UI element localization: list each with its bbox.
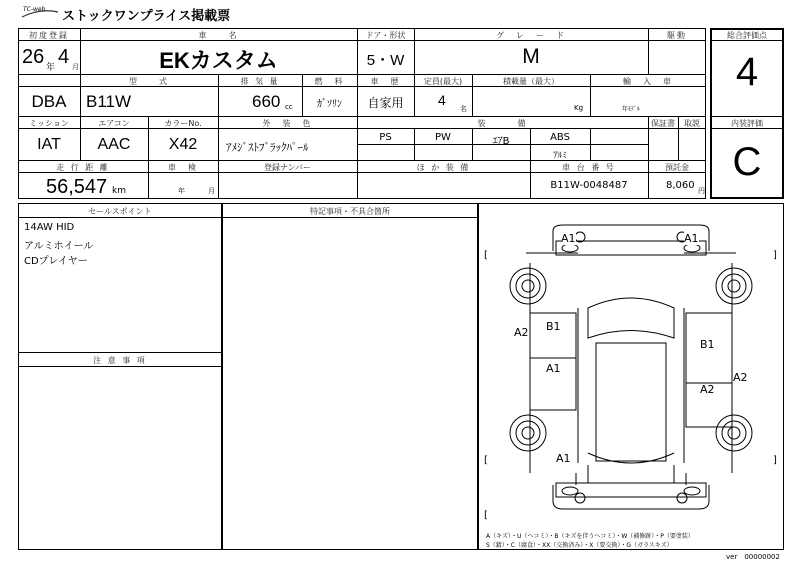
logo (20, 5, 60, 19)
chassis-no-label: 車 台 番 号 (562, 163, 616, 172)
inspection-month: 月 (208, 187, 215, 195)
reg-month-unit: 月 (72, 63, 79, 71)
displacement-value: 660 (252, 92, 281, 111)
damage-mark: B1 (546, 320, 561, 333)
bracket: ] (773, 455, 777, 466)
reg-number-label: 登録ナンバー (263, 163, 312, 172)
door-shape-label: ドア・形状 (365, 31, 406, 40)
interior-eval-label: 内装評価 (731, 119, 763, 128)
grade-value: M (522, 45, 540, 68)
damage-mark: A2 (514, 326, 529, 339)
bracket: [ (484, 510, 488, 521)
damage-mark: A1 (684, 232, 699, 245)
import-label: 輸 入 車 (623, 77, 673, 86)
model-prefix: DBA (31, 92, 67, 111)
equipment-item: ABS (550, 132, 570, 143)
model-code: B11W (86, 92, 132, 111)
damage-mark: A2 (733, 371, 748, 384)
bracket: ] (773, 250, 777, 261)
legend-line-1: A（キズ）・U（ヘコミ）・B（キズを伴うヘコミ）・W（補修跡）・P（要塗装） (486, 533, 694, 540)
total-eval-label: 総合評価点 (727, 31, 767, 40)
page-title: ストックワンプライス掲載票 (62, 9, 231, 24)
damage-mark: A2 (700, 383, 715, 396)
model-label: 型 式 (129, 77, 169, 86)
aircon-value: AAC (97, 136, 131, 153)
equipment-item: ｴｱB (492, 136, 510, 147)
notes-label: 特記事項・不具合箇所 (310, 207, 390, 216)
mileage-label: 走 行 距 離 (56, 163, 110, 172)
fuel-label: 燃 料 (314, 77, 345, 86)
capacity-value: 4 (438, 92, 446, 108)
mileage-value: 56,547 (46, 176, 108, 198)
equipment-label: 装 備 (477, 119, 528, 128)
sales-points-label: セールスポイント (88, 207, 152, 216)
grade-label: グ レ ー ド (496, 31, 566, 40)
legend-line-2: S（錆）・C（腐食）・XX（交換済み）・X（要交換）・G（ガラスキズ） (486, 542, 673, 549)
load-label: 積載量（最大） (503, 77, 559, 86)
caution-label: 注 意 事 項 (93, 356, 147, 365)
displacement-unit: cc (285, 103, 293, 111)
exterior-color-value: ｱﾒｼﾞｽﾄﾌﾞﾗｯｸﾊﾟｰﾙ (226, 141, 309, 154)
history-label: 車 歴 (370, 77, 401, 86)
sales-point-item: CDプレイヤー (24, 256, 88, 267)
deposit-label: 預託金 (665, 163, 689, 172)
displacement-label: 排 気 量 (240, 77, 280, 86)
chassis-no-value: B11W-0048487 (550, 180, 628, 191)
sales-point-item: 14AW HID (24, 222, 75, 233)
version: ver 00000002 (726, 553, 780, 561)
inspection-year: 年 (178, 187, 185, 195)
color-no-label: カラーNo. (164, 119, 202, 128)
reg-year: 26 (22, 46, 45, 68)
exterior-color-label: 外 装 色 (262, 119, 313, 128)
reg-year-unit: 年 (46, 63, 56, 73)
mileage-unit: km (112, 186, 126, 196)
color-no-value: X42 (168, 136, 198, 153)
mission-value: IAT (37, 136, 61, 153)
other-equipment-label: ほ か 装 備 (416, 163, 471, 172)
first-reg-label: 初度登録 (29, 31, 69, 40)
inspection-label: 車 検 (168, 163, 198, 172)
car-name-value: EKカスタム (159, 48, 278, 73)
damage-mark: A1 (546, 362, 561, 375)
logo-text: TC-web (23, 6, 46, 13)
history-value: 自家用 (367, 96, 404, 110)
capacity-unit: 名 (460, 105, 467, 113)
notes-box (222, 203, 478, 550)
equipment-item: PS (379, 132, 392, 143)
import-model: 年ﾓﾃﾞﾙ (622, 106, 641, 113)
capacity-label: 定員(最大) (423, 77, 463, 86)
deposit-value: 8,060 (666, 180, 695, 191)
bracket: [ (484, 250, 488, 261)
interior-score: C (732, 140, 762, 184)
warranty-label: 保証書 (651, 119, 675, 128)
load-unit: Kg (574, 104, 584, 112)
damage-mark: A1 (561, 232, 576, 245)
fuel-value: ｶﾞｿﾘﾝ (317, 99, 342, 110)
equipment-item: PW (435, 132, 451, 143)
manual-label: 取説 (684, 119, 700, 128)
damage-mark: A1 (556, 452, 571, 465)
door-shape-value: 5・W (366, 52, 405, 69)
sales-point-item: アルミホイール (24, 241, 94, 252)
deposit-unit: 円 (698, 187, 705, 195)
mission-label: ミッション (29, 119, 69, 128)
bracket: [ (484, 455, 488, 466)
reg-month: 4 (58, 46, 70, 68)
total-score: 4 (735, 50, 759, 94)
aircon-label: エアコン (98, 119, 130, 128)
equipment-item: ｱﾙﾐ (553, 151, 567, 161)
car-name-label: 車 名 (198, 31, 239, 40)
damage-mark: B1 (700, 338, 715, 351)
drive-label: 駆動 (667, 31, 687, 40)
